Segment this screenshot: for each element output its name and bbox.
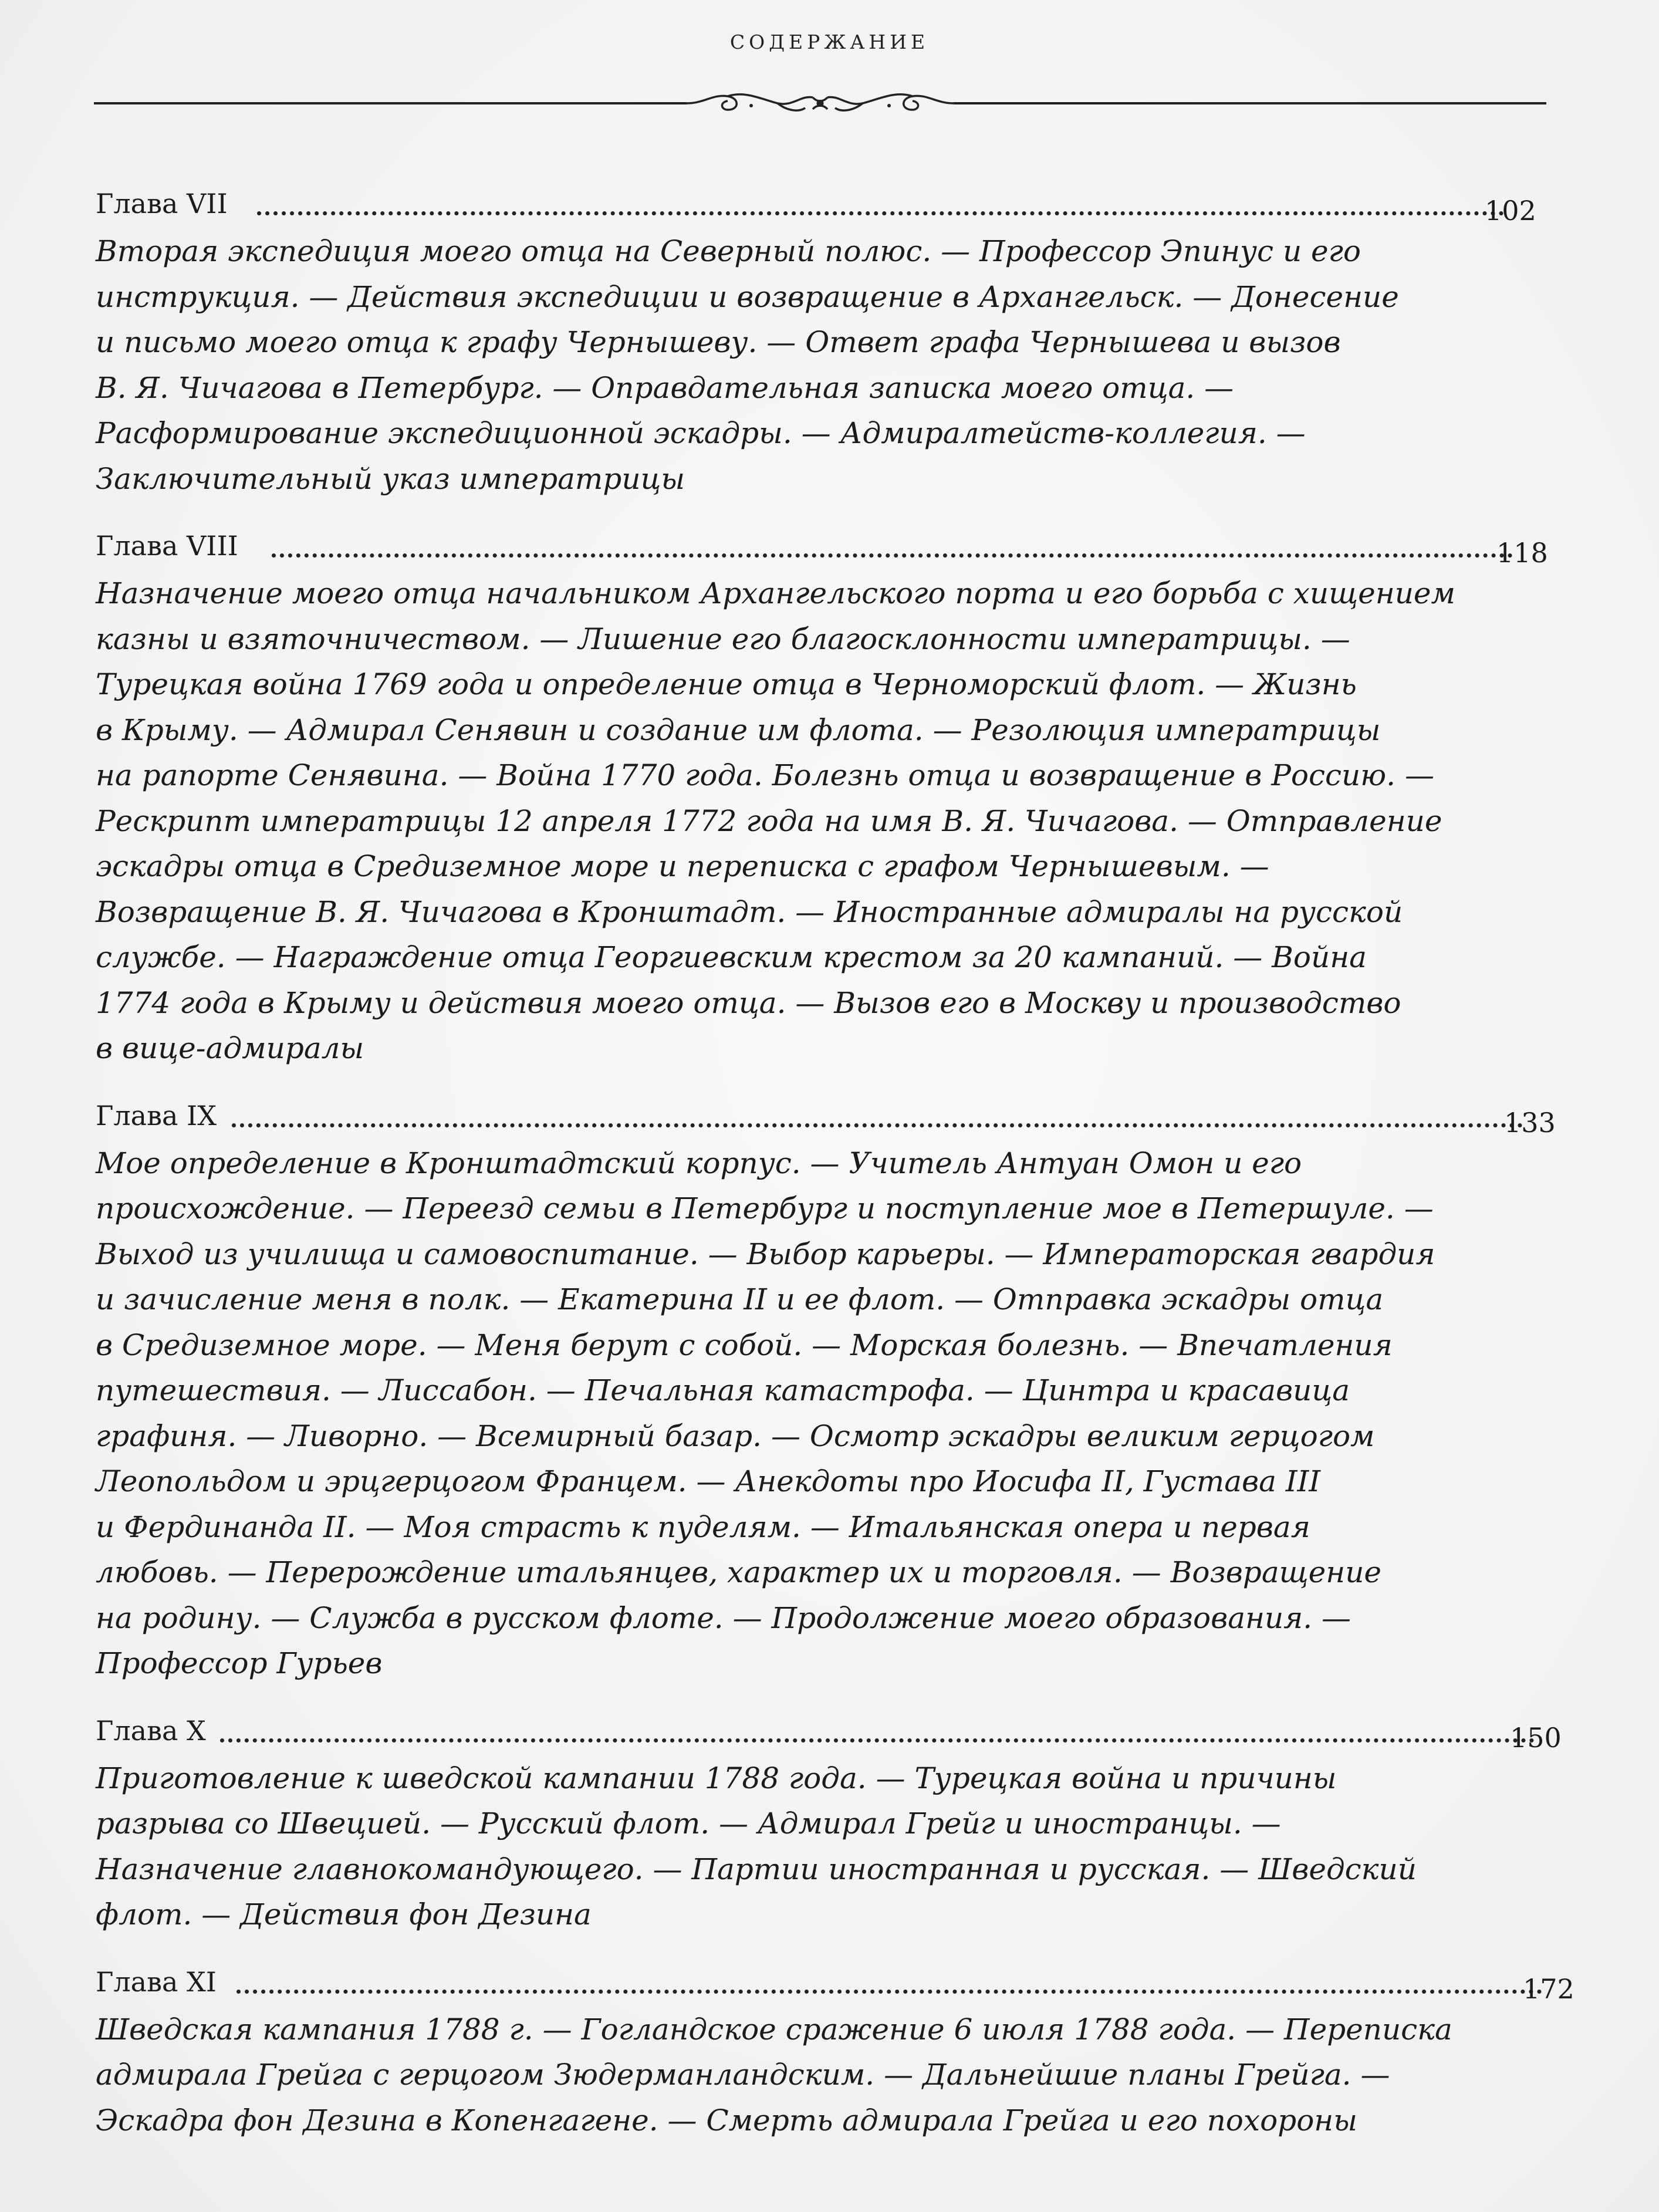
chapter-heading-row — [96, 1965, 1574, 2007]
chapter-title: Глава VII — [96, 188, 228, 219]
summary-line: эскадры отца в Средиземное море и переписка с графом Чернышевым. — — [96, 849, 1269, 883]
summary-line: В. Я. Чичагова в Петербург. — Оправдательная записка моего отца. — — [96, 370, 1234, 405]
summary-line: происхождение. — Переезд семьи в Петербург и поступление мое в Петершуле. — — [96, 1191, 1434, 1225]
chapter-heading-row — [96, 1714, 1563, 1756]
summary-line: Выход из училища и самовоспитание. — Выбор карьеры. — Императорская гвардия — [96, 1237, 1435, 1271]
page-number: 118 — [1496, 537, 1548, 569]
summary-line: на родину. — Служба в русском флоте. — Продолжение моего образования. — — [96, 1600, 1351, 1635]
chapter-summary — [96, 2007, 1563, 2144]
summary-line: Вторая экспедиция моего отца на Северный полюс. — Профессор Эпинус и его — [96, 234, 1361, 268]
toc-entry — [96, 529, 1563, 1072]
summary-line: в Крыму. — Адмирал Сенявин и создание им флота. — Резолюция императрицы — [96, 712, 1381, 747]
summary-line: Эскадра фон Дезина в Копенгагене. — Смерть адмирала Грейга и его похороны — [96, 2103, 1357, 2137]
summary-line: и письмо моего отца к графу Чернышеву. — Ответ графа Чернышева и вызов — [96, 325, 1341, 359]
chapter-heading-row — [96, 187, 1563, 229]
summary-line: и зачисление меня в полк. — Екатерина II и ее флот. — Отправка эскадры отца — [96, 1282, 1384, 1316]
summary-line: Профессор Гурьев — [96, 1646, 383, 1680]
summary-line: разрыва со Швецией. — Русский флот. — Адмирал Грейг и иностранцы. — — [96, 1806, 1281, 1840]
toc-entry — [96, 1714, 1563, 1938]
dot-leader — [220, 1734, 1535, 1742]
decorative-rule-icon — [94, 88, 1546, 117]
summary-line: флот. — Действия фон Дезина — [96, 1897, 592, 1931]
summary-line: Приготовление к шведской кампании 1788 года. — Турецкая война и причины — [96, 1761, 1337, 1795]
dot-leader — [236, 1985, 1542, 1994]
summary-line: в вице-адмиралы — [96, 1031, 364, 1065]
summary-line: Мое определение в Кронштадтский корпус. — Учитель Антуан Омон и его — [96, 1146, 1302, 1180]
summary-line: Шведская кампания 1788 г. — Гогландское сражение 6 июля 1788 года. — Переписка — [96, 2012, 1452, 2046]
summary-line: любовь. — Перерождение итальянцев, характер их и торговля. — Возвращение — [96, 1555, 1381, 1589]
chapter-title: Глава X — [96, 1714, 206, 1747]
summary-line: путешествия. — Лиссабон. — Печальная катастрофа. — Цинтра и красавица — [96, 1373, 1350, 1407]
toc-entry — [96, 1965, 1574, 2144]
page-number: 150 — [1510, 1721, 1562, 1754]
summary-line: инструкция. — Действия экспедиции и возвращение в Архангельск. — Донесение — [96, 279, 1399, 314]
chapter-summary — [96, 1756, 1563, 1938]
summary-line: в Средиземное море. — Меня берут с собой. — Морская болезнь. — Впечатления — [96, 1328, 1393, 1362]
page-number: 133 — [1504, 1106, 1556, 1139]
summary-line: казны и взяточничеством. — Лишение его благосклонности императрицы. — — [96, 622, 1350, 656]
chapter-summary — [96, 571, 1563, 1072]
toc-entry — [96, 187, 1563, 502]
running-head-title: СОДЕРЖАНИЕ — [729, 31, 930, 53]
dot-leader — [257, 207, 1504, 215]
page-number: 172 — [1523, 1973, 1574, 2005]
summary-line: 1774 года в Крыму и действия моего отца. — Вызов его в Москву и производство — [96, 985, 1401, 1020]
summary-line: Назначение моего отца начальником Архангельского порта и его борьба с хищением — [96, 576, 1455, 610]
summary-line: Рескрипт императрицы 12 апреля 1772 года на имя В. Я. Чичагова. — Отправление — [96, 803, 1442, 838]
summary-line: Возвращение В. Я. Чичагова в Кронштадт. — Иностранные адмиралы на русской — [96, 894, 1403, 929]
dot-leader — [272, 549, 1513, 558]
toc-entry — [96, 1099, 1563, 1687]
summary-line: Леопольдом и эрцгерцогом Францем. — Анекдоты про Иосифа II, Густава III — [96, 1464, 1321, 1498]
summary-line: Назначение главнокомандующего. — Партии иностранная и русская. — Шведский — [96, 1852, 1417, 1886]
summary-line: Расформирование экспедиционной эскадры. — Адмиралтейств-коллегия. — — [96, 416, 1306, 450]
summary-line: Турецкая война 1769 года и определение отца в Черноморский флот. — Жизнь — [96, 667, 1357, 701]
chapter-title: Глава IX — [96, 1099, 217, 1132]
summary-line: на рапорте Сенявина. — Война 1770 года. Болезнь отца и возвращение в Россию. — — [96, 758, 1434, 792]
chapter-heading-row — [96, 1099, 1563, 1141]
chapter-summary — [96, 229, 1563, 502]
page-number: 102 — [1485, 195, 1536, 227]
summary-line: Заключительный указ императрицы — [96, 461, 685, 496]
table-of-contents — [96, 187, 1574, 2143]
summary-line: адмирала Грейга с герцогом Зюдерманландским. — Дальнейшие планы Грейга. — — [96, 2058, 1390, 2092]
summary-line: и Фердинанда II. — Моя страсть к пуделям. — Итальянская опера и первая — [96, 1509, 1310, 1544]
dot-leader — [232, 1119, 1523, 1127]
chapter-title: Глава XI — [96, 1966, 217, 1998]
summary-line: службе. — Награждение отца Георгиевским крестом за 20 кампаний. — Война — [96, 940, 1367, 974]
chapter-title: Глава VIII — [96, 530, 238, 562]
chapter-summary — [96, 1141, 1563, 1687]
summary-line: графиня. — Ливорно. — Всемирный базар. — Осмотр эскадры великим герцогом — [96, 1419, 1375, 1453]
chapter-heading-row — [96, 529, 1563, 571]
